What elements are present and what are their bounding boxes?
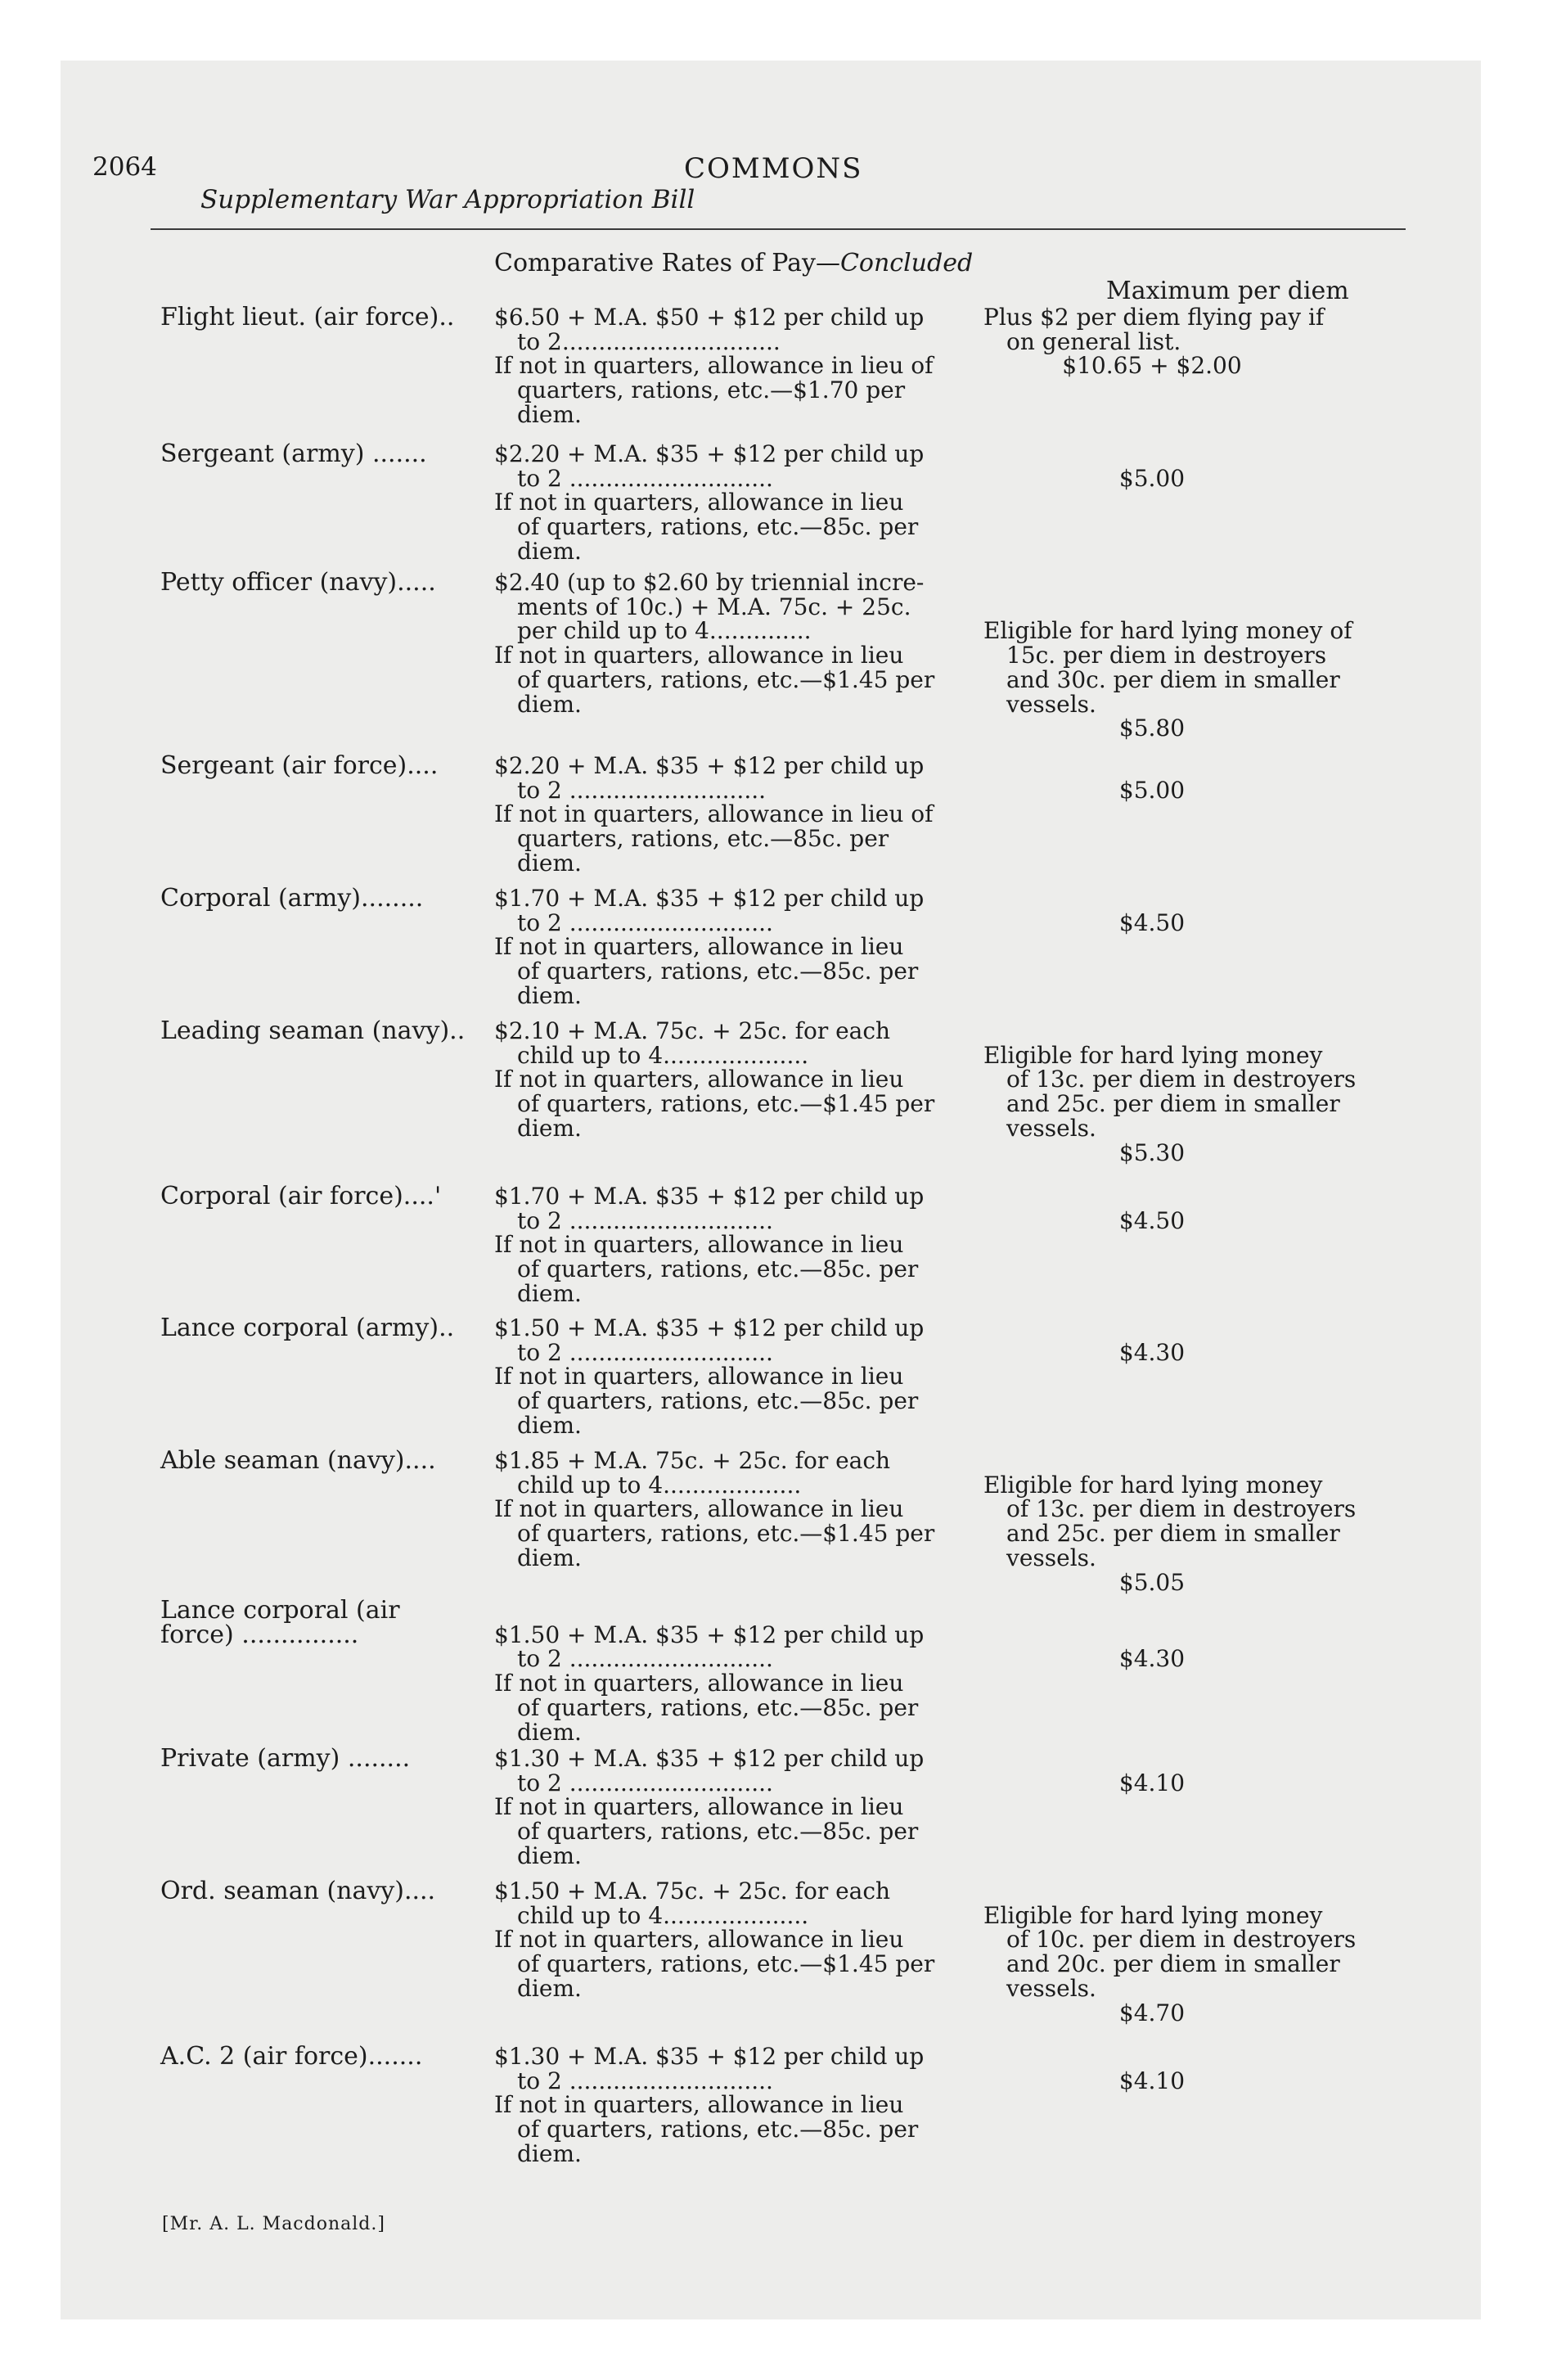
rate-line: of quarters, rations, etc.—$1.45 per [517, 1520, 935, 1548]
rate-line: diem. [517, 1279, 582, 1307]
rank-label [160, 439, 497, 468]
maximum-line: Plus $2 per diem flying pay if [983, 304, 1325, 331]
rate-line: If not in quarters, allowance in lieu [494, 1495, 904, 1523]
rate-text [494, 1184, 974, 1306]
maximum-line [983, 2044, 1401, 2069]
maximum-text [983, 1449, 1401, 1594]
maximum-line [983, 1598, 1401, 1623]
maximum-amount: $5.00 [1118, 776, 1186, 804]
maximum-line: vessels. [1006, 1114, 1096, 1142]
maximum-amount: $5.00 [1118, 464, 1186, 492]
rate-line: of quarters, rations, etc.—85c. per [517, 513, 919, 541]
rank-label-line: Sergeant (army) ....... [160, 439, 427, 468]
rate-line: of quarters, rations, etc.—85c. per [517, 1255, 919, 1283]
rate-line: diem. [517, 400, 582, 428]
maximum-line [983, 1879, 1401, 1904]
rate-line: If not in quarters, allowance in lieu [494, 2091, 904, 2119]
rate-text [494, 1316, 974, 1438]
maximum-line: vessels. [1006, 690, 1096, 718]
maximum-text [983, 305, 1401, 378]
maximum-text [983, 2044, 1401, 2093]
rate-line: quarters, rations, etc.—$1.70 per [517, 376, 906, 404]
maximum-line: vessels. [1006, 1544, 1096, 1571]
rate-line: diem. [517, 537, 582, 565]
rate-line: If not in quarters, allowance in lieu [494, 1926, 904, 1954]
maximum-column-heading: Maximum per diem [1106, 277, 1349, 305]
maximum-text [983, 1184, 1401, 1233]
rate-line: of quarters, rations, etc.—85c. per [517, 1818, 919, 1846]
maximum-amount: $4.10 [1118, 2067, 1186, 2094]
rate-line: to 2 ............................ [517, 464, 773, 492]
rank-label-line: Corporal (air force)....' [160, 1182, 442, 1210]
rate-line: diem. [517, 1974, 582, 2002]
maximum-line [983, 595, 1401, 620]
rate-line: of quarters, rations, etc.—$1.45 per [517, 1090, 935, 1118]
rate-line: diem. [517, 1411, 582, 1439]
rank-label [160, 1316, 497, 1341]
rate-line: to 2 ............................ [517, 1769, 773, 1796]
maximum-amount: $5.80 [1118, 714, 1186, 742]
maximum-amount: $5.05 [1118, 1568, 1186, 1596]
rate-line: If not in quarters, allowance in lieu [494, 933, 904, 961]
table-title [494, 249, 973, 277]
maximum-text [983, 1598, 1401, 1671]
maximum-line: and 20c. per diem in smaller [1006, 1950, 1340, 1978]
maximum-line: and 25c. per diem in smaller [1006, 1520, 1340, 1548]
rank-label-line: Petty officer (navy)..... [160, 568, 436, 597]
maximum-line: and 25c. per diem in smaller [1006, 1090, 1340, 1118]
maximum-line: Eligible for hard lying money [983, 1901, 1323, 1929]
rate-text [494, 1019, 974, 1141]
rate-line: If not in quarters, allowance in lieu [494, 1363, 904, 1391]
rank-label [160, 1879, 497, 1904]
rate-line: $1.50 + M.A. $35 + $12 per child up [494, 1620, 925, 1648]
rank-label [160, 305, 497, 330]
rank-label [160, 886, 497, 911]
rate-line: of quarters, rations, etc.—85c. per [517, 958, 919, 985]
rate-line: diem. [517, 690, 582, 718]
maximum-line: 15c. per diem in destroyers [1006, 642, 1327, 669]
rank-label [160, 1446, 497, 1475]
maximum-line [983, 886, 1401, 911]
rate-text [494, 442, 974, 564]
rank-label [160, 2044, 497, 2069]
rate-line: $1.85 + M.A. 75c. + 25c. for each [494, 1447, 891, 1474]
maximum-text [983, 1316, 1401, 1364]
rank-label [160, 1184, 497, 1209]
rate-line: to 2 ............................ [517, 1206, 773, 1234]
maximum-amount: $4.70 [1118, 1999, 1186, 2026]
rate-line [494, 1598, 974, 1623]
rate-text [494, 1747, 974, 1868]
maximum-text [983, 886, 1401, 935]
rate-line: child up to 4................... [517, 1471, 802, 1499]
rate-line: to 2.............................. [517, 327, 781, 355]
rate-text [494, 1598, 974, 1744]
maximum-amount: $4.50 [1118, 1206, 1186, 1234]
maximum-line: of 13c. per diem in destroyers [1006, 1495, 1357, 1523]
rate-line: If not in quarters, allowance in lieu [494, 1066, 904, 1093]
rate-line: $1.30 + M.A. $35 + $12 per child up [494, 1745, 925, 1772]
rank-label-line: force) ............... [160, 1620, 359, 1649]
rate-line: child up to 4.................... [517, 1901, 809, 1929]
rank-label-line: Flight lieut. (air force).. [160, 303, 455, 331]
maximum-line [983, 570, 1401, 595]
rate-line: diem. [517, 1841, 582, 1869]
rate-line: If not in quarters, allowance in lieu [494, 489, 904, 516]
rank-label-line: A.C. 2 (air force)....... [160, 2042, 423, 2071]
rate-line: $2.20 + M.A. $35 + $12 per child up [494, 440, 925, 467]
rate-line: to 2 ............................ [517, 1338, 773, 1366]
rate-line: of quarters, rations, etc.—85c. per [517, 1387, 919, 1415]
maximum-line: and 30c. per diem in smaller [1006, 665, 1340, 693]
rank-label-line: Corporal (army)........ [160, 884, 424, 913]
rank-label-line: Lance corporal (army).. [160, 1314, 455, 1342]
rate-line: of quarters, rations, etc.—85c. per [517, 1693, 919, 1721]
rate-line: If not in quarters, allowance in lieu [494, 642, 904, 669]
maximum-line [983, 442, 1401, 467]
maximum-text [983, 1879, 1401, 2025]
rank-label-line: Private (army) ........ [160, 1744, 411, 1773]
rate-line: diem. [517, 2139, 582, 2167]
rate-line: $2.20 + M.A. $35 + $12 per child up [494, 752, 925, 779]
rank-label-line: Sergeant (air force).... [160, 751, 439, 780]
rate-line: ments of 10c.) + M.A. 75c. + 25c. [517, 593, 911, 620]
maximum-line [983, 754, 1401, 778]
rate-line: $2.40 (up to $2.60 by triennial incre- [494, 569, 925, 596]
rate-line: $1.70 + M.A. $35 + $12 per child up [494, 885, 925, 912]
rate-line: of quarters, rations, etc.—85c. per [517, 2116, 919, 2143]
header-divider [151, 228, 1406, 230]
rate-line: diem. [517, 1718, 582, 1746]
rank-label [160, 1744, 497, 1773]
maximum-amount: $5.30 [1118, 1138, 1186, 1166]
rate-line: If not in quarters, allowance in lieu [494, 1231, 904, 1259]
maximum-line: Eligible for hard lying money of [983, 617, 1352, 645]
rate-text [494, 754, 974, 876]
rate-line: to 2 ........................... [517, 776, 767, 804]
rate-line: $1.30 + M.A. $35 + $12 per child up [494, 2043, 925, 2070]
rate-line: to 2 ............................ [517, 2067, 773, 2094]
rank-label [160, 751, 497, 780]
rate-text [494, 1879, 974, 2001]
rank-label-line: Able seaman (navy).... [160, 1446, 436, 1475]
rate-line: per child up to 4.............. [517, 617, 812, 645]
rate-line: $6.50 + M.A. $50 + $12 per child up [494, 304, 925, 331]
maximum-amount: $10.65 + $2.00 [1062, 352, 1242, 380]
speaker-attribution: [Mr. A. L. Macdonald.] [162, 2214, 385, 2234]
maximum-text [983, 1019, 1401, 1165]
maximum-line [983, 1623, 1401, 1648]
maximum-text [983, 442, 1401, 490]
maximum-line: vessels. [1006, 1974, 1096, 2002]
maximum-text [983, 570, 1401, 741]
maximum-line [983, 1449, 1401, 1473]
maximum-amount: $4.30 [1118, 1645, 1186, 1673]
maximum-amount: $4.10 [1118, 1769, 1186, 1796]
maximum-line [983, 1184, 1401, 1209]
rate-line: of quarters, rations, etc.—$1.45 per [517, 1950, 935, 1978]
maximum-line: Eligible for hard lying money [983, 1041, 1323, 1069]
rate-line: diem. [517, 981, 582, 1009]
page-number: 2064 [92, 152, 157, 182]
rate-text [494, 886, 974, 1008]
rank-label-line: Ord. seaman (navy).... [160, 1877, 436, 1905]
rate-line: diem. [517, 849, 582, 877]
rate-line: quarters, rations, etc.—85c. per [517, 825, 889, 853]
maximum-line: on general list. [1006, 327, 1181, 355]
maximum-line: of 10c. per diem in destroyers [1006, 1926, 1357, 1954]
rate-text [494, 1449, 974, 1571]
page-subtitle: Supplementary War Appropriation Bill [200, 185, 695, 214]
rank-label [160, 1598, 497, 1648]
rate-line: to 2 ............................ [517, 1645, 773, 1673]
table-title-main: Comparative Rates of Pay— [494, 249, 840, 277]
table-title-italic: Concluded [839, 249, 974, 277]
rate-line: $2.10 + M.A. 75c. + 25c. for each [494, 1017, 891, 1044]
rate-line: of quarters, rations, etc.—$1.45 per [517, 665, 935, 693]
maximum-line [983, 1316, 1401, 1341]
maximum-line [983, 1747, 1401, 1771]
rate-line: $1.50 + M.A. $35 + $12 per child up [494, 1314, 925, 1341]
rank-label-line: Lance corporal (air [160, 1596, 400, 1625]
page-title: COMMONS [684, 152, 863, 185]
rate-line: $1.70 + M.A. $35 + $12 per child up [494, 1183, 925, 1210]
rate-line: diem. [517, 1114, 582, 1142]
rank-label [160, 1016, 497, 1045]
rank-label [160, 570, 497, 595]
rate-line: diem. [517, 1544, 582, 1571]
rate-text [494, 2044, 974, 2166]
rank-label-line: Leading seaman (navy).. [160, 1016, 466, 1045]
maximum-amount: $4.30 [1118, 1338, 1186, 1366]
rate-text [494, 570, 974, 716]
rate-line: If not in quarters, allowance in lieu [494, 1670, 904, 1697]
maximum-text [983, 1747, 1401, 1795]
rate-line: to 2 ............................ [517, 908, 773, 936]
maximum-line: of 13c. per diem in destroyers [1006, 1066, 1357, 1093]
rate-line: If not in quarters, allowance in lieu of [494, 352, 934, 380]
rate-line: $1.50 + M.A. 75c. + 25c. for each [494, 1877, 891, 1904]
maximum-line [983, 1019, 1401, 1044]
rate-line: If not in quarters, allowance in lieu [494, 1793, 904, 1821]
rate-line: If not in quarters, allowance in lieu of [494, 800, 934, 828]
rate-line: child up to 4.................... [517, 1041, 809, 1069]
maximum-line: Eligible for hard lying money [983, 1471, 1323, 1499]
maximum-text [983, 754, 1401, 802]
maximum-amount: $4.50 [1118, 908, 1186, 936]
rate-text [494, 305, 974, 427]
